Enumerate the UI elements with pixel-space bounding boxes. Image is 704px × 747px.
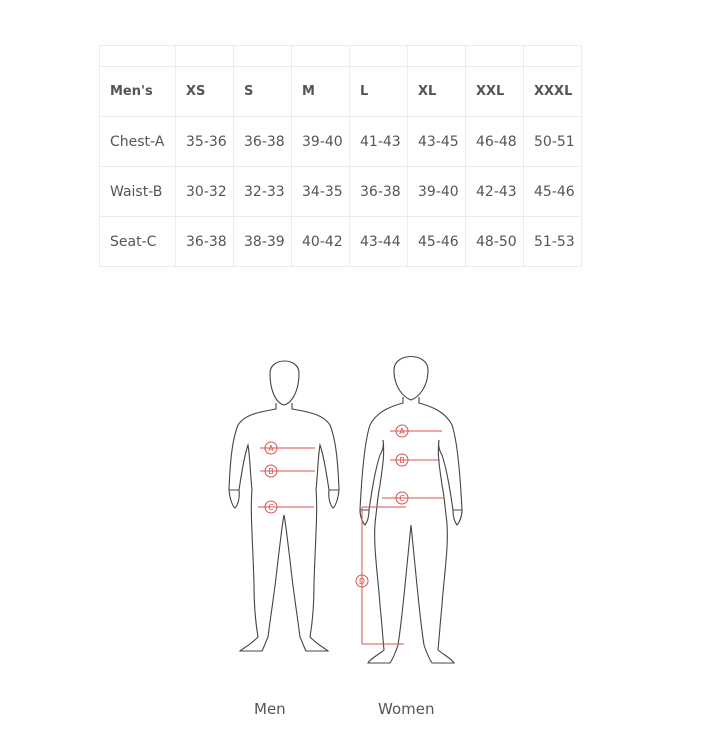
men-caption: Men bbox=[254, 700, 286, 718]
table-cell: 36-38 bbox=[176, 217, 234, 267]
table-cell: 45-46 bbox=[524, 167, 582, 217]
table-header-cell: S bbox=[234, 67, 292, 117]
table-cell: 43-45 bbox=[408, 117, 466, 167]
table-header-row bbox=[100, 67, 582, 117]
marker-letter: B bbox=[399, 456, 405, 465]
marker-letter: C bbox=[399, 494, 405, 503]
table-cell: 32-33 bbox=[234, 167, 292, 217]
men-body-outline bbox=[229, 361, 339, 651]
table-cell: 39-40 bbox=[408, 167, 466, 217]
table-cell: 39-40 bbox=[292, 117, 350, 167]
table-cell: Chest-A bbox=[100, 117, 176, 167]
table-cell: 38-39 bbox=[234, 217, 292, 267]
table-header-cell: XL bbox=[408, 67, 466, 117]
table-cell: Seat-C bbox=[100, 217, 176, 267]
table-cell: 50-51 bbox=[524, 117, 582, 167]
table-cell: 46-48 bbox=[466, 117, 524, 167]
table-cell: 42-43 bbox=[466, 167, 524, 217]
marker-letter: D bbox=[358, 577, 366, 586]
table-header-cell: XXL bbox=[466, 67, 524, 117]
table-cell: 36-38 bbox=[350, 167, 408, 217]
women-caption: Women bbox=[378, 700, 435, 718]
table-row bbox=[100, 167, 582, 217]
marker-letter: C bbox=[268, 503, 274, 512]
table-cell: 51-53 bbox=[524, 217, 582, 267]
table-row bbox=[100, 117, 582, 167]
table-cell: 45-46 bbox=[408, 217, 466, 267]
table-header-cell: L bbox=[350, 67, 408, 117]
table-cell: 41-43 bbox=[350, 117, 408, 167]
marker-letter: A bbox=[399, 427, 405, 436]
table-cell: 43-44 bbox=[350, 217, 408, 267]
table-header-cell: XS bbox=[176, 67, 234, 117]
measurement-markers bbox=[258, 425, 444, 644]
marker-letter: A bbox=[268, 444, 274, 453]
table-header-cell: XXXL bbox=[524, 67, 582, 117]
table-cell: Waist-B bbox=[100, 167, 176, 217]
table-cell: 40-42 bbox=[292, 217, 350, 267]
table-header-cell: Men's bbox=[100, 67, 176, 117]
marker-letter: B bbox=[268, 467, 274, 476]
women-body-outline bbox=[360, 357, 462, 664]
table-header-cell: M bbox=[292, 67, 350, 117]
table-cell: 48-50 bbox=[466, 217, 524, 267]
table-cell: 35-36 bbox=[176, 117, 234, 167]
table-cell: 34-35 bbox=[292, 167, 350, 217]
table-cell: 30-32 bbox=[176, 167, 234, 217]
table-row bbox=[100, 217, 582, 267]
table-cell: 36-38 bbox=[234, 117, 292, 167]
body-measurement-figure bbox=[220, 345, 470, 670]
table-spacer-row bbox=[100, 46, 582, 67]
size-chart-table bbox=[99, 45, 582, 267]
